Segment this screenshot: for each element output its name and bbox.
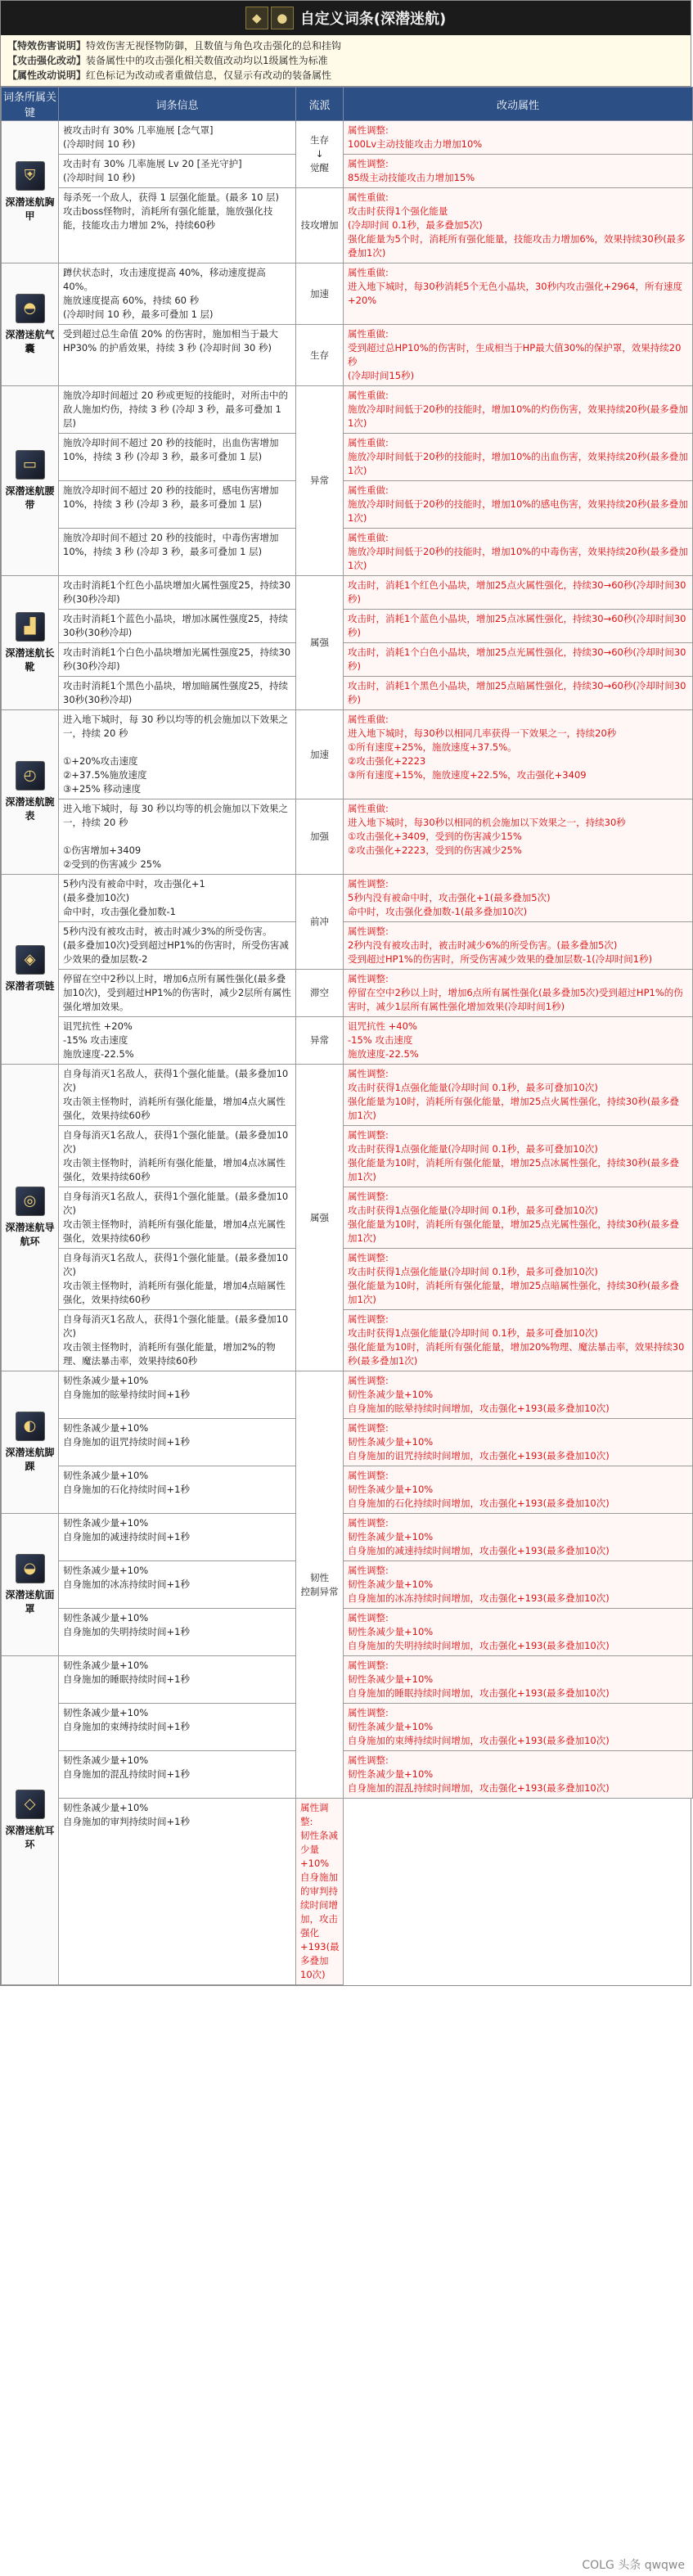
build-type: 加强 (296, 799, 344, 875)
build-type: 加速 (296, 263, 344, 325)
table-row (2, 576, 693, 610)
item-name: 深潜迷航导航环 (5, 1222, 55, 1247)
build-type: 异常 (296, 1017, 344, 1065)
table-row (2, 263, 693, 325)
changed-attribute: 属性调整: 攻击时获得1点强化能量(冷却时间 0.1秒，最多可叠加10次) 强化能量为10时，消耗所有强化能量，增加25点暗属性强化，持续30秒(最多叠加1次) (344, 1249, 693, 1310)
changed-attribute: 属性调整: 韧性条减少量+10% 自身施加的失明持续时间增加，攻击强化+193(最多叠加10次) (344, 1609, 693, 1656)
affix-info: 韧性条减少量+10% 自身施加的失明持续时间+1秒 (59, 1609, 296, 1656)
item-name: 深潜迷航长靴 (5, 646, 55, 673)
table-row (2, 677, 693, 710)
affix-info: 停留在空中2秒以上时，增加6点所有属性强化(最多叠加10次)，受到超过HP1%的伤害时，减少2层所有属性强化增加效果。 (59, 970, 296, 1017)
table-row (2, 1609, 693, 1656)
affix-info: 韧性条减少量+10% 自身施加的混乱持续时间+1秒 (59, 1751, 296, 1799)
belt-icon: ▭ (16, 450, 45, 480)
item-name: 深潜迷航脚踝 (5, 1446, 55, 1472)
table-row (2, 1371, 693, 1419)
item-cell (2, 1371, 59, 1514)
changed-attribute: 属性重做: 施放冷却时间低于20秒的技能时，增加10%的灼伤伤害，效果持续20秒(最多叠加1次) (344, 386, 693, 434)
changed-attribute: 属性调整: 韧性条减少量+10% 自身施加的束缚持续时间增加，攻击强化+193(最多叠加10次) (344, 1704, 693, 1751)
changed-attribute: 属性调整: 85级主动技能攻击力增加15% (344, 155, 693, 188)
table-body (2, 121, 693, 1985)
item-cell (2, 121, 59, 263)
affix-info: 5秒内没有被攻击时，被击时减少3%的所受伤害。 (最多叠加10次)受到超过HP1%的伤害时，所受伤害减少效果的叠加层数-2 (59, 922, 296, 970)
table-row (2, 1514, 693, 1561)
changed-attribute: 攻击时，消耗1个黑色小晶块，增加25点暗属性强化，持续30→60秒(冷却时间30秒) (344, 677, 693, 710)
changed-attribute: 攻击时，消耗1个蓝色小晶块，增加25点冰属性强化，持续30→60秒(冷却时间30秒) (344, 610, 693, 643)
changed-attribute: 属性重做: 受到超过总HP10%的伤害时，生成相当于HP最大值30%的保护罩，效果持续20秒 (冷却时间15秒) (344, 325, 693, 386)
changed-attribute: 属性调整: 韧性条减少量+10% 自身施加的眩晕持续时间增加，攻击强化+193(最多叠加10次) (344, 1371, 693, 1419)
table-row (2, 710, 693, 799)
table-row (2, 121, 693, 155)
column-header: 改动属性 (344, 88, 693, 121)
changed-attribute: 属性调整: 韧性条减少量+10% 自身施加的减速持续时间增加，攻击强化+193(最多叠加10次) (344, 1514, 693, 1561)
item-cell (2, 1656, 59, 1985)
item-icon: ● (271, 7, 294, 29)
changed-attribute: 属性重做: 进入地下城时，每30秒以相同几率获得一下效果之一，持续20秒 ①所有速度+25%，施放速度+37.5%。 ②攻击强化+2223 ③所有速度+15%，施放速度+22.5%，攻击强化+3409 (344, 710, 693, 799)
necklace-icon: ◈ (16, 945, 45, 975)
item-cell (2, 875, 59, 1065)
mask-icon: ◒ (16, 1554, 45, 1583)
table-row (2, 325, 693, 386)
affix-table (1, 87, 693, 1985)
changed-attribute: 属性调整: 韧性条减少量+10% 自身施加的冰冻持续时间增加，攻击强化+193(最多叠加10次) (344, 1561, 693, 1609)
table-row (2, 1065, 693, 1126)
table-row (2, 529, 693, 576)
notes-block (1, 35, 691, 87)
table-row (2, 434, 693, 481)
changed-attribute: 属性重做: 进入地下城时，每30秒消耗5个无色小晶块，30秒内攻击强化+2964，所有速度+20% (344, 263, 693, 325)
affix-info: 韧性条减少量+10% 自身施加的石化持续时间+1秒 (59, 1466, 296, 1514)
column-header: 词条所属关键 (2, 88, 59, 121)
item-cell (2, 710, 59, 875)
title-bar (1, 1, 691, 35)
boots-icon: ▟ (16, 612, 45, 642)
build-type: 技攻增加 (296, 188, 344, 263)
affix-info: 攻击时有 30% 几率施展 Lv 20 [圣光守护] (冷却时间 10 秒) (59, 155, 296, 188)
build-type: 前冲 (296, 875, 344, 970)
armor-icon: ⛨ (16, 161, 45, 191)
item-icon: ◆ (245, 7, 268, 29)
build-type: 异常 (296, 386, 344, 576)
table-row (2, 386, 693, 434)
affix-info: 韧性条减少量+10% 自身施加的眩晕持续时间+1秒 (59, 1371, 296, 1419)
table-row (2, 1310, 693, 1371)
changed-attribute: 攻击时，消耗1个红色小晶块，增加25点火属性强化，持续30→60秒(冷却时间30秒) (344, 576, 693, 610)
note-line: 【攻击强化改动】装备属性中的攻击强化相关数值改动均以1级属性为标准 (7, 55, 328, 66)
item-name: 深潜迷航面罩 (5, 1588, 55, 1615)
item-cell (2, 1514, 59, 1656)
changed-attribute: 属性重做: 进入地下城时，每30秒以相同的机会施加以下效果之一，持续30秒 ①攻击强化+3409，受到的伤害减少15% ②攻击强化+2223，受到的伤害减少25% (344, 799, 693, 875)
changed-attribute: 属性重做: 施放冷却时间低于20秒的技能时，增加10%的出血伤害，效果持续20秒(最多叠加1次) (344, 434, 693, 481)
table-row (2, 643, 693, 677)
affix-info: 自身每消灭1名敌人，获得1个强化能量。(最多叠加10次) 攻击领主怪物时，消耗所有强化能量，增加2%的物理、魔法暴击率，效果持续60秒 (59, 1310, 296, 1371)
changed-attribute: 攻击时，消耗1个白色小晶块，增加25点光属性强化，持续30→60秒(冷却时间30秒) (344, 643, 693, 677)
affix-info: 施放冷却时间超过 20 秒或更短的技能时，对所击中的敌人施加灼伤，持续 3 秒 (冷却 3 秒，最多可叠加 1 层) (59, 386, 296, 434)
changed-attribute: 属性调整: 韧性条减少量+10% 自身施加的审判持续时间增加，攻击强化+193(最多叠加10次) (296, 1799, 344, 1985)
ring-icon: ◎ (16, 1187, 45, 1216)
build-type: 属强 (296, 1065, 344, 1371)
table-row (2, 1561, 693, 1609)
affix-info: 蹲伏状态时，攻击速度提高 40%，移动速度提高 40%。 施放速度提高 60%，持续 60 秒 (冷却时间 10 秒，最多可叠加 1 层) (59, 263, 296, 325)
affix-info: 施放冷却时间不超过 20 秒的技能时，中毒伤害增加 10%，持续 3 秒 (冷却 3 秒，最多可叠加 1 层) (59, 529, 296, 576)
changed-attribute: 属性调整: 5秒内没有被命中时，攻击强化+1(最多叠加5次) 命中时，攻击强化叠加数-1(最多叠加10次) (344, 875, 693, 922)
affix-info: 攻击时消耗1个蓝色小晶块，增加冰属性强度25，持续30秒(30秒冷却) (59, 610, 296, 643)
affix-info: 韧性条减少量+10% 自身施加的束缚持续时间+1秒 (59, 1704, 296, 1751)
item-name: 深潜迷航耳环 (5, 1824, 55, 1850)
item-cell (2, 576, 59, 710)
item-name: 深潜迷航腰带 (5, 484, 55, 511)
affix-info: 韧性条减少量+10% 自身施加的诅咒持续时间+1秒 (59, 1419, 296, 1466)
table-row (2, 875, 693, 922)
table-row (2, 970, 693, 1017)
affix-info: 施放冷却时间不超过 20 秒的技能时，感电伤害增加 10%，持续 3 秒 (冷却 3 秒，最多可叠加 1 层) (59, 481, 296, 529)
build-type: 生存 ↓ 觉醒 (296, 121, 344, 188)
item-name: 深潜迷航胸甲 (5, 196, 55, 222)
watch-icon: ◴ (16, 761, 45, 790)
affix-info: 进入地下城时，每 30 秒以均等的机会施加以下效果之一，持续 20 秒 ①+20%攻击速度 ②+37.5%施放速度 ③+25% 移动速度 (59, 710, 296, 799)
earring-icon: ◇ (16, 1790, 45, 1819)
changed-attribute: 属性调整: 韧性条减少量+10% 自身施加的睡眠持续时间增加，攻击强化+193(最多叠加10次) (344, 1656, 693, 1704)
table-row (2, 1187, 693, 1249)
affix-info: 自身每消灭1名敌人，获得1个强化能量。(最多叠加10次) 攻击领主怪物时，消耗所有强化能量，增加4点火属性强化，效果持续60秒 (59, 1065, 296, 1126)
table-row (2, 1751, 693, 1799)
affix-info: 自身每消灭1名敌人，获得1个强化能量。(最多叠加10次) 攻击领主怪物时，消耗所有强化能量，增加4点冰属性强化，效果持续60秒 (59, 1126, 296, 1187)
table-row (2, 1799, 693, 1985)
column-header: 词条信息 (59, 88, 296, 121)
affix-info: 施放冷却时间不超过 20 秒的技能时，出血伤害增加 10%，持续 3 秒 (冷却 3 秒，最多可叠加 1 层) (59, 434, 296, 481)
affix-info: 自身每消灭1名敌人，获得1个强化能量。(最多叠加10次) 攻击领主怪物时，消耗所有强化能量，增加4点光属性强化，效果持续60秒 (59, 1187, 296, 1249)
table-header-row (2, 88, 693, 121)
table-row (2, 155, 693, 188)
item-name: 深潜者项链 (5, 980, 55, 992)
item-name: 深潜迷航气囊 (5, 328, 55, 354)
table-row (2, 481, 693, 529)
changed-attribute: 属性调整: 韧性条减少量+10% 自身施加的诅咒持续时间增加，攻击强化+193(最多叠加10次) (344, 1419, 693, 1466)
affix-info: 攻击时消耗1个黑色小晶块，增加暗属性强度25，持续30秒(30秒冷却) (59, 677, 296, 710)
changed-attribute: 属性调整: 100Lv主动技能攻击力增加10% (344, 121, 693, 155)
changed-attribute: 属性调整: 攻击时获得1点强化能量(冷却时间 0.1秒，最多可叠加10次) 强化能量为10时，消耗所有强化能量，增加25点火属性强化，持续30秒(最多叠加1次) (344, 1065, 693, 1126)
build-type: 韧性 控制异常 (296, 1371, 344, 1799)
changed-attribute: 属性重做: 施放冷却时间低于20秒的技能时，增加10%的感电伤害，效果持续20秒(最多叠加1次) (344, 481, 693, 529)
affix-info: 韧性条减少量+10% 自身施加的冰冻持续时间+1秒 (59, 1561, 296, 1609)
table-row (2, 1656, 693, 1704)
affix-info: 韧性条减少量+10% 自身施加的审判持续时间+1秒 (59, 1799, 296, 1985)
affix-info: 攻击时消耗1个红色小晶块增加火属性强度25，持续30秒(30秒冷却) (59, 576, 296, 610)
anklet-icon: ◐ (16, 1412, 45, 1441)
affix-info: 5秒内没有被命中时，攻击强化+1 (最多叠加10次) 命中时，攻击强化叠加数-1 (59, 875, 296, 922)
build-type: 生存 (296, 325, 344, 386)
build-type: 属强 (296, 576, 344, 710)
table-row (2, 610, 693, 643)
affix-info: 攻击时消耗1个白色小晶块增加光属性强度25，持续30秒(30秒冷却) (59, 643, 296, 677)
airbag-icon: ◓ (16, 294, 45, 323)
table-row (2, 799, 693, 875)
item-cell (2, 263, 59, 386)
page-title: 自定义词条(深潜迷航) (299, 11, 447, 28)
affix-info: 自身每消灭1名敌人，获得1个强化能量。(最多叠加10次) 攻击领主怪物时，消耗所有强化能量，增加4点暗属性强化，效果持续60秒 (59, 1249, 296, 1310)
changed-attribute: 属性调整: 韧性条减少量+10% 自身施加的混乱持续时间增加，攻击强化+193(最多叠加10次) (344, 1751, 693, 1799)
note-line: 【特效伤害说明】特效伤害无视怪物防御，且数值与角色攻击强化的总和挂钩 (7, 40, 342, 52)
table-row (2, 1249, 693, 1310)
changed-attribute: 属性调整: 攻击时获得1点强化能量(冷却时间 0.1秒，最多可叠加10次) 强化能量为10时，消耗所有强化能量，增加25点冰属性强化，持续30秒(最多叠加1次) (344, 1126, 693, 1187)
changed-attribute: 属性调整: 2秒内没有被攻击时，被击时减少6%的所受伤害。(最多叠加5次) 受到超过HP1%的伤害时，所受伤害减少效果的叠加层数-1(冷却时间1秒) (344, 922, 693, 970)
column-header: 流派 (296, 88, 344, 121)
affix-info: 受到超过总生命值 20% 的伤害时，施加相当于最大HP30% 的护盾效果，持续 3 秒 (冷却时间 30 秒) (59, 325, 296, 386)
title-icons (245, 7, 294, 29)
table-row (2, 1017, 693, 1065)
changed-attribute: 属性重做: 施放冷却时间低于20秒的技能时，增加10%的中毒伤害，效果持续20秒(最多叠加1次) (344, 529, 693, 576)
table-row (2, 1126, 693, 1187)
affix-info: 诅咒抗性 +20% -15% 攻击速度 施放速度-22.5% (59, 1017, 296, 1065)
table-row (2, 922, 693, 970)
item-cell (2, 386, 59, 576)
changed-attribute: 属性调整: 停留在空中2秒以上时，增加6点所有属性强化(最多叠加5次)受到超过HP1%的伤害时，减少1层所有属性强化增加效果(冷却时间1秒) (344, 970, 693, 1017)
changed-attribute: 属性调整: 攻击时获得1点强化能量(冷却时间 0.1秒，最多可叠加10次) 强化能量为10时，消耗所有强化能量，增加20%物理、魔法暴击率，效果持续30秒(最多叠加1次) (344, 1310, 693, 1371)
changed-attribute: 属性调整: 韧性条减少量+10% 自身施加的石化持续时间增加，攻击强化+193(最多叠加10次) (344, 1466, 693, 1514)
affix-info: 韧性条减少量+10% 自身施加的减速持续时间+1秒 (59, 1514, 296, 1561)
affix-info: 每杀死一个敌人，获得 1 层强化能量。(最多 10 层) 攻击boss怪物时，消耗所有强化能量，施放强化技能，技能攻击力增加 2%，持续60秒 (59, 188, 296, 263)
changed-attribute: 属性重做: 攻击时获得1个强化能量 (冷却时间 0.1秒，最多叠加5次) 强化能量为5个时，消耗所有强化能量，技能攻击力增加6%，效果持续30秒(最多叠加1次) (344, 188, 693, 263)
changed-attribute: 属性调整: 攻击时获得1点强化能量(冷却时间 0.1秒，最多可叠加10次) 强化能量为10时，消耗所有强化能量，增加25点光属性强化，持续30秒(最多叠加1次) (344, 1187, 693, 1249)
table-row (2, 1466, 693, 1514)
build-type: 加速 (296, 710, 344, 799)
table-row (2, 1419, 693, 1466)
table-row (2, 188, 693, 263)
affix-info: 进入地下城时，每 30 秒以均等的机会施加以下效果之一，持续 20 秒 ①伤害增加+3409 ②受到的伤害减少 25% (59, 799, 296, 875)
table-row (2, 1704, 693, 1751)
changed-attribute: 诅咒抗性 +40% -15% 攻击速度 施放速度-22.5% (344, 1017, 693, 1065)
affix-info: 被攻击时有 30% 几率施展 [念气罩] (冷却时间 10 秒) (59, 121, 296, 155)
item-name: 深潜迷航腕表 (5, 796, 55, 822)
watermark: COLG 头条 qwqwe (582, 2559, 685, 2572)
note-line: 【属性改动说明】红色标记为改动或者重做信息，仅显示有改动的装备属性 (7, 70, 332, 81)
item-cell (2, 1065, 59, 1371)
build-type: 滞空 (296, 970, 344, 1017)
affix-info: 韧性条减少量+10% 自身施加的睡眠持续时间+1秒 (59, 1656, 296, 1704)
